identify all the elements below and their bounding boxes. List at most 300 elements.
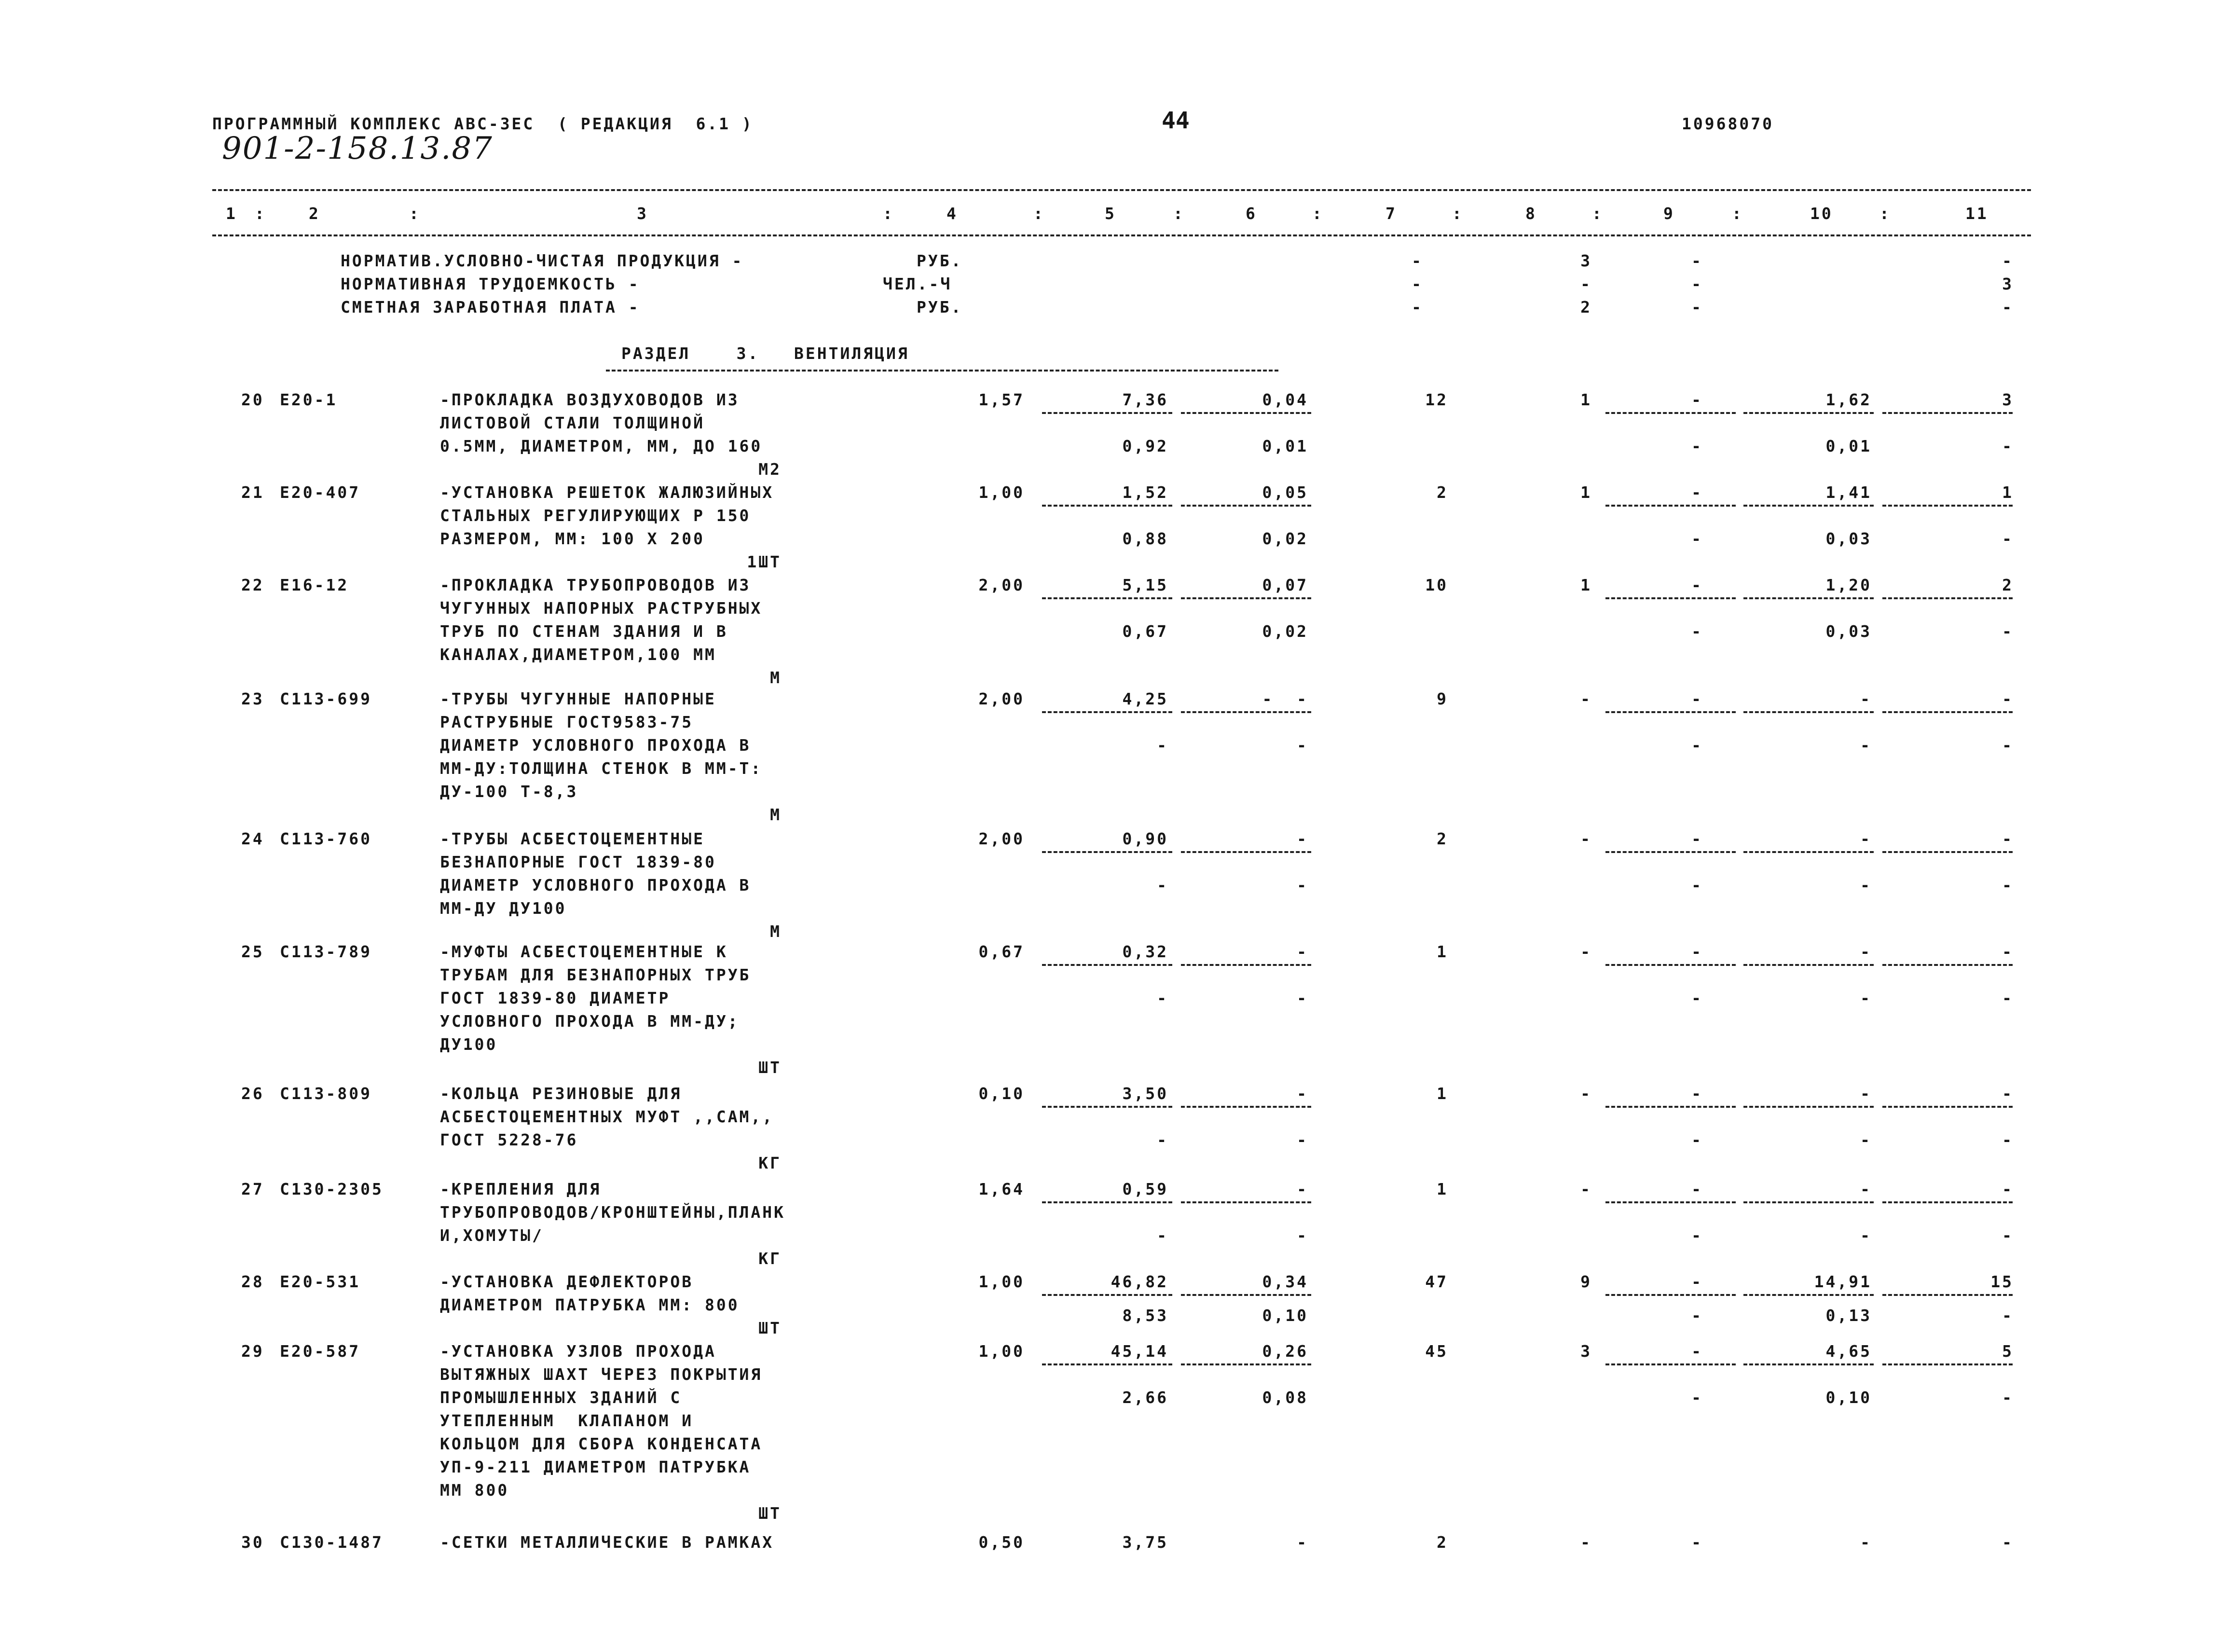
column-separator: : (1033, 204, 1045, 223)
col6-value: 0,26 (1262, 1342, 1308, 1361)
col8-value: - (1580, 1533, 1592, 1552)
col10-second-line: 0,03 (1825, 529, 1872, 548)
col11-divider (1882, 1363, 2013, 1365)
col8-value: 9 (1580, 1272, 1592, 1291)
col5-unit-cost: 3,75 (1122, 1533, 1168, 1552)
col9-second-line: - (1691, 529, 1703, 548)
col4-quantity: 2,00 (978, 576, 1025, 594)
col5-divider (1042, 1106, 1172, 1108)
summary-col8: 3 (1580, 251, 1592, 270)
col5-unit-cost: 45,14 (1111, 1342, 1168, 1361)
col6-divider (1181, 505, 1311, 507)
col5-unit-cost: 46,82 (1111, 1272, 1168, 1291)
col10-divider (1743, 1201, 1874, 1203)
row-code: С113-760 (280, 829, 372, 848)
col5-second-line: 8,53 (1122, 1306, 1168, 1325)
row-description-line: РАЗМЕРОМ, ММ: 100 Х 200 (440, 529, 705, 548)
col5-unit-cost: 4,25 (1122, 689, 1168, 708)
col11-value: 15 (1990, 1272, 2014, 1291)
col8-value: - (1580, 829, 1592, 848)
col4-quantity: 1,64 (978, 1180, 1025, 1198)
column-header-6: 6 (1246, 204, 1257, 223)
col6-second-line: 0,02 (1262, 622, 1308, 641)
col5-divider (1042, 1201, 1172, 1203)
col9-value: - (1691, 1533, 1703, 1552)
col10-value: - (1860, 829, 1872, 848)
row-description-line: ЧУГУННЫХ НАПОРНЫХ РАСТРУБНЫХ (440, 599, 763, 618)
row-description-line: ВЫТЯЖНЫХ ШАХТ ЧЕРЕЗ ПОКРЫТИЯ (440, 1365, 763, 1384)
row-code: Е20-407 (280, 483, 361, 502)
col11-second-line: - (2002, 622, 2014, 641)
row-description-line: -ТРУБЫ АСБЕСТОЦЕМЕНТНЫЕ (440, 829, 705, 848)
col5-second-line: - (1157, 1226, 1168, 1245)
row-unit: М (770, 668, 782, 687)
col11-divider (1882, 964, 2013, 966)
summary-col8: 2 (1580, 298, 1592, 317)
col11-value: 5 (2002, 1342, 2014, 1361)
col6-divider (1181, 1106, 1311, 1108)
summary-label: НОРМАТИВНАЯ ТРУДОЕМКОСТЬ - (341, 275, 640, 293)
col11-divider (1882, 1294, 2013, 1296)
column-separator: : (1592, 204, 1604, 223)
col6-second-line: 0,08 (1262, 1388, 1308, 1407)
handwritten-project-number: 901-2-158.13.87 (222, 131, 493, 166)
row-code: Е20-531 (280, 1272, 361, 1291)
col9-second-line: - (1691, 736, 1703, 755)
col5-unit-cost: 5,15 (1122, 576, 1168, 594)
col9-divider (1605, 964, 1736, 966)
col10-value: 14,91 (1814, 1272, 1872, 1291)
row-unit: КГ (758, 1249, 782, 1268)
row-description-line: -КОЛЬЦА РЕЗИНОВЫЕ ДЛЯ (440, 1084, 682, 1103)
summary-col9: - (1691, 298, 1703, 317)
col10-second-line: - (1860, 736, 1872, 755)
col11-divider (1882, 1201, 2013, 1203)
col7-total: 45 (1425, 1342, 1448, 1361)
col11-second-line: - (2002, 876, 2014, 895)
col5-unit-cost: 0,90 (1122, 829, 1168, 848)
col10-divider (1743, 597, 1874, 599)
col11-second-line: - (2002, 1226, 2014, 1245)
col9-value: - (1691, 1342, 1703, 1361)
row-unit: ШТ (758, 1058, 782, 1077)
col6-value: - (1297, 1180, 1308, 1198)
summary-col9: - (1691, 251, 1703, 270)
col5-unit-cost: 1,52 (1122, 483, 1168, 502)
col4-quantity: 1,57 (978, 390, 1025, 409)
row-number: 30 (241, 1533, 264, 1552)
col10-divider (1743, 412, 1874, 414)
col6-divider (1181, 851, 1311, 853)
col6-second-line: - (1297, 876, 1308, 895)
header-rule-top (212, 189, 2031, 191)
col9-divider (1605, 1363, 1736, 1365)
column-header-3: 3 (637, 204, 648, 223)
column-header-11: 11 (1965, 204, 1989, 223)
col6-second-line: - (1297, 989, 1308, 1007)
col10-value: 1,41 (1825, 483, 1872, 502)
row-number: 24 (241, 829, 264, 848)
col8-value: 1 (1580, 483, 1592, 502)
row-description-line: И,ХОМУТЫ/ (440, 1226, 544, 1245)
col6-divider (1181, 1201, 1311, 1203)
col8-value: 1 (1580, 390, 1592, 409)
row-description-line: УТЕПЛЕННЫМ КЛАПАНОМ И (440, 1411, 694, 1430)
col5-unit-cost: 0,59 (1122, 1180, 1168, 1198)
row-description-line: -УСТАНОВКА ДЕФЛЕКТОРОВ (440, 1272, 694, 1291)
col11-divider (1882, 412, 2013, 414)
col8-value: - (1580, 689, 1592, 708)
summary-col11: 3 (2002, 275, 2014, 293)
col8-value: - (1580, 1084, 1592, 1103)
summary-col7: - (1412, 251, 1423, 270)
summary-unit: РУБ. (917, 298, 963, 317)
col9-value: - (1691, 390, 1703, 409)
row-description-line: ДУ-100 Т-8,3 (440, 782, 578, 801)
col10-value: - (1860, 1180, 1872, 1198)
column-header-1: 1 (226, 204, 237, 223)
col4-quantity: 0,10 (978, 1084, 1025, 1103)
col10-value: - (1860, 1084, 1872, 1103)
row-description-line: СТАЛЬНЫХ РЕГУЛИРУЮЩИХ Р 150 (440, 506, 751, 525)
row-description-line: -КРЕПЛЕНИЯ ДЛЯ (440, 1180, 602, 1198)
column-header-10: 10 (1810, 204, 1833, 223)
col4-quantity: 0,50 (978, 1533, 1025, 1552)
col8-value: 1 (1580, 576, 1592, 594)
col6-divider (1181, 412, 1311, 414)
col8-value: 3 (1580, 1342, 1592, 1361)
col10-second-line: - (1860, 1130, 1872, 1149)
column-header-8: 8 (1525, 204, 1537, 223)
col10-value: - (1860, 1533, 1872, 1552)
row-description-line: РАСТРУБНЫЕ ГОСТ9583-75 (440, 713, 694, 731)
col11-value: - (2002, 1533, 2014, 1552)
row-description-line: ММ-ДУ:ТОЛЩИНА СТЕНОК В ММ-Т: (440, 759, 763, 778)
col5-unit-cost: 3,50 (1122, 1084, 1168, 1103)
col11-divider (1882, 1106, 2013, 1108)
program-title: ПРОГРАММНЫЙ КОМПЛЕКС АВС-ЗЕС ( РЕДАКЦИЯ 6.1 ) (212, 114, 754, 133)
row-number: 25 (241, 942, 264, 961)
col7-total: 47 (1425, 1272, 1448, 1291)
col11-divider (1882, 505, 2013, 507)
col4-quantity: 1,00 (978, 1272, 1025, 1291)
col9-second-line: - (1691, 1388, 1703, 1407)
row-unit: ШТ (758, 1319, 782, 1337)
column-header-5: 5 (1105, 204, 1116, 223)
col7-total: 1 (1437, 1084, 1448, 1103)
row-code: С113-699 (280, 689, 372, 708)
row-description-line: -МУФТЫ АСБЕСТОЦЕМЕНТНЫЕ К (440, 942, 728, 961)
col11-value: - (2002, 1180, 2014, 1198)
row-description-line: УП-9-211 ДИАМЕТРОМ ПАТРУБКА (440, 1458, 751, 1476)
col5-second-line: - (1157, 876, 1168, 895)
section-title: РАЗДЕЛ 3. ВЕНТИЛЯЦИЯ (621, 344, 909, 363)
col6-second-line: 0,10 (1262, 1306, 1308, 1325)
row-description-line: 0.5ММ, ДИАМЕТРОМ, ММ, ДО 160 (440, 437, 763, 455)
col9-divider (1605, 505, 1736, 507)
row-number: 22 (241, 576, 264, 594)
col6-divider (1181, 711, 1311, 713)
row-description-line: -ТРУБЫ ЧУГУННЫЕ НАПОРНЫЕ (440, 689, 716, 708)
summary-label: СМЕТНАЯ ЗАРАБОТНАЯ ПЛАТА - (341, 298, 640, 317)
col6-value: 0,05 (1262, 483, 1308, 502)
col5-second-line: 0,92 (1122, 437, 1168, 455)
col5-divider (1042, 964, 1172, 966)
col5-second-line: - (1157, 1130, 1168, 1149)
summary-unit: ЧЕЛ.-Ч (883, 275, 952, 293)
summary-unit: РУБ. (917, 251, 963, 270)
col7-total: 10 (1425, 576, 1448, 594)
col5-divider (1042, 851, 1172, 853)
col7-total: 2 (1437, 483, 1448, 502)
col6-value: - (1297, 942, 1308, 961)
column-header-9: 9 (1663, 204, 1675, 223)
col10-value: - (1860, 942, 1872, 961)
row-description-line: -СЕТКИ МЕТАЛЛИЧЕСКИЕ В РАМКАХ (440, 1533, 774, 1552)
col6-second-line: - (1297, 1226, 1308, 1245)
col5-divider (1042, 505, 1172, 507)
col9-value: - (1691, 829, 1703, 848)
row-description-line: БЕЗНАПОРНЫЕ ГОСТ 1839-80 (440, 853, 716, 871)
col5-second-line: - (1157, 989, 1168, 1007)
col10-divider (1743, 964, 1874, 966)
col6-divider (1181, 1363, 1311, 1365)
summary-col7: - (1412, 275, 1423, 293)
column-separator: : (1732, 204, 1743, 223)
col7-total: 1 (1437, 1180, 1448, 1198)
col10-second-line: 0,03 (1825, 622, 1872, 641)
col9-divider (1605, 1294, 1736, 1296)
col10-second-line: - (1860, 876, 1872, 895)
col8-value: - (1580, 1180, 1592, 1198)
column-header-7: 7 (1385, 204, 1397, 223)
col9-value: - (1691, 1084, 1703, 1103)
col10-value: - (1860, 689, 1872, 708)
col10-divider (1743, 505, 1874, 507)
col10-divider (1743, 711, 1874, 713)
col9-value: - (1691, 483, 1703, 502)
row-description-line: ДИАМЕТРОМ ПАТРУБКА ММ: 800 (440, 1295, 740, 1314)
row-description-line: КОЛЬЦОМ ДЛЯ СБОРА КОНДЕНСАТА (440, 1434, 763, 1453)
col11-second-line: - (2002, 736, 2014, 755)
row-unit: 1ШТ (747, 552, 782, 571)
col10-value: 1,62 (1825, 390, 1872, 409)
col11-value: 1 (2002, 483, 2014, 502)
col10-second-line: 0,13 (1825, 1306, 1872, 1325)
column-header-4: 4 (946, 204, 958, 223)
summary-col11: - (2002, 298, 2014, 317)
row-description-line: ТРУБОПРОВОДОВ/КРОНШТЕЙНЫ,ПЛАНК (440, 1203, 786, 1222)
row-code: Е20-1 (280, 390, 338, 409)
col11-second-line: - (2002, 989, 2014, 1007)
row-description-line: ДУ100 (440, 1035, 498, 1054)
col6-second-line: 0,01 (1262, 437, 1308, 455)
col9-second-line: - (1691, 1226, 1703, 1245)
document-code: 10968070 (1682, 114, 1774, 133)
col5-unit-cost: 0,32 (1122, 942, 1168, 961)
col11-divider (1882, 851, 2013, 853)
col9-value: - (1691, 942, 1703, 961)
col11-second-line: - (2002, 1388, 2014, 1407)
row-description-line: -ПРОКЛАДКА ТРУБОПРОВОДОВ ИЗ (440, 576, 751, 594)
col5-divider (1042, 597, 1172, 599)
col11-second-line: - (2002, 437, 2014, 455)
col6-value: - - (1262, 689, 1308, 708)
col7-total: 2 (1437, 1533, 1448, 1552)
row-unit: КГ (758, 1154, 782, 1172)
col6-second-line: 0,02 (1262, 529, 1308, 548)
col10-divider (1743, 1294, 1874, 1296)
row-description-line: -УСТАНОВКА УЗЛОВ ПРОХОДА (440, 1342, 716, 1361)
col4-quantity: 1,00 (978, 483, 1025, 502)
column-separator: : (1879, 204, 1891, 223)
row-code: Е16-12 (280, 576, 349, 594)
col10-value: 1,20 (1825, 576, 1872, 594)
col8-value: - (1580, 942, 1592, 961)
summary-col8: - (1580, 275, 1592, 293)
col9-second-line: - (1691, 622, 1703, 641)
summary-col9: - (1691, 275, 1703, 293)
row-description-line: ПРОМЫШЛЕННЫХ ЗДАНИЙ С (440, 1388, 682, 1407)
row-number: 21 (241, 483, 264, 502)
header-rule-bottom (212, 234, 2031, 236)
col7-total: 1 (1437, 942, 1448, 961)
col9-second-line: - (1691, 876, 1703, 895)
column-separator: : (883, 204, 894, 223)
col6-value: 0,04 (1262, 390, 1308, 409)
col6-second-line: - (1297, 736, 1308, 755)
summary-col11: - (2002, 251, 2014, 270)
col5-second-line: 0,88 (1122, 529, 1168, 548)
row-number: 29 (241, 1342, 264, 1361)
col11-second-line: - (2002, 529, 2014, 548)
col6-value: - (1297, 1084, 1308, 1103)
page-number: 44 (1162, 107, 1190, 134)
row-code: С113-809 (280, 1084, 372, 1103)
col4-quantity: 2,00 (978, 829, 1025, 848)
row-description-line: ТРУБ ПО СТЕНАМ ЗДАНИЯ И В (440, 622, 728, 641)
col10-divider (1743, 851, 1874, 853)
row-code: Е20-587 (280, 1342, 361, 1361)
col6-divider (1181, 1294, 1311, 1296)
col11-divider (1882, 711, 2013, 713)
col11-second-line: - (2002, 1306, 2014, 1325)
col9-value: - (1691, 1272, 1703, 1291)
col9-second-line: - (1691, 437, 1703, 455)
col9-second-line: - (1691, 1306, 1703, 1325)
col11-value: 2 (2002, 576, 2014, 594)
row-description-line: ДИАМЕТР УСЛОВНОГО ПРОХОДА В (440, 736, 751, 755)
col11-value: - (2002, 689, 2014, 708)
row-unit: ШТ (758, 1504, 782, 1523)
row-unit: М2 (758, 460, 782, 479)
col9-divider (1605, 1201, 1736, 1203)
col9-divider (1605, 412, 1736, 414)
col10-second-line: 0,10 (1825, 1388, 1872, 1407)
col7-total: 9 (1437, 689, 1448, 708)
col9-divider (1605, 1106, 1736, 1108)
row-number: 28 (241, 1272, 264, 1291)
section-title-underline (606, 370, 1278, 372)
col10-value: 4,65 (1825, 1342, 1872, 1361)
col11-divider (1882, 597, 2013, 599)
row-code: С130-1487 (280, 1533, 384, 1552)
col11-value: - (2002, 829, 2014, 848)
column-separator: : (1173, 204, 1185, 223)
col7-total: 2 (1437, 829, 1448, 848)
col4-quantity: 1,00 (978, 1342, 1025, 1361)
row-code: С130-2305 (280, 1180, 384, 1198)
summary-label: НОРМАТИВ.УСЛОВНО-ЧИСТАЯ ПРОДУКЦИЯ - (341, 251, 744, 270)
col6-value: - (1297, 1533, 1308, 1552)
row-description-line: УСЛОВНОГО ПРОХОДА В ММ-ДУ; (440, 1012, 740, 1031)
row-number: 27 (241, 1180, 264, 1198)
column-separator: : (409, 204, 421, 223)
col9-value: - (1691, 576, 1703, 594)
row-description-line: ТРУБАМ ДЛЯ БЕЗНАПОРНЫХ ТРУБ (440, 965, 751, 984)
col10-second-line: 0,01 (1825, 437, 1872, 455)
row-description-line: -ПРОКЛАДКА ВОЗДУХОВОДОВ ИЗ (440, 390, 740, 409)
col6-value: 0,07 (1262, 576, 1308, 594)
row-description-line: АСБЕСТОЦЕМЕНТНЫХ МУФТ ,,САМ,, (440, 1107, 774, 1126)
row-description-line: ГОСТ 5228-76 (440, 1130, 578, 1149)
col11-second-line: - (2002, 1130, 2014, 1149)
col5-second-line: 2,66 (1122, 1388, 1168, 1407)
row-description-line: ММ 800 (440, 1481, 509, 1500)
col5-divider (1042, 1363, 1172, 1365)
col9-value: - (1691, 1180, 1703, 1198)
row-unit: М (770, 922, 782, 941)
col6-value: 0,34 (1262, 1272, 1308, 1291)
row-code: С113-789 (280, 942, 372, 961)
column-separator: : (1452, 204, 1464, 223)
col5-divider (1042, 1294, 1172, 1296)
summary-col7: - (1412, 298, 1423, 317)
row-description-line: ММ-ДУ ДУ100 (440, 899, 567, 918)
col10-divider (1743, 1363, 1874, 1365)
col9-second-line: - (1691, 1130, 1703, 1149)
col4-quantity: 2,00 (978, 689, 1025, 708)
col6-second-line: - (1297, 1130, 1308, 1149)
col11-value: - (2002, 942, 2014, 961)
col6-divider (1181, 964, 1311, 966)
col11-value: 3 (2002, 390, 2014, 409)
col6-value: - (1297, 829, 1308, 848)
row-number: 26 (241, 1084, 264, 1103)
col10-divider (1743, 1106, 1874, 1108)
col5-divider (1042, 412, 1172, 414)
col5-unit-cost: 7,36 (1122, 390, 1168, 409)
column-header-2: 2 (309, 204, 320, 223)
col6-divider (1181, 597, 1311, 599)
row-description-line: КАНАЛАХ,ДИАМЕТРОМ,100 ММ (440, 645, 716, 664)
col10-second-line: - (1860, 1226, 1872, 1245)
col5-second-line: 0,67 (1122, 622, 1168, 641)
col9-second-line: - (1691, 989, 1703, 1007)
col9-divider (1605, 851, 1736, 853)
row-description-line: -УСТАНОВКА РЕШЕТОК ЖАЛЮЗИЙНЫХ (440, 483, 774, 502)
row-number: 23 (241, 689, 264, 708)
column-separator: : (1312, 204, 1324, 223)
col9-divider (1605, 597, 1736, 599)
col9-divider (1605, 711, 1736, 713)
row-description-line: ГОСТ 1839-80 ДИАМЕТР (440, 989, 671, 1007)
col5-second-line: - (1157, 736, 1168, 755)
row-description-line: ЛИСТОВОЙ СТАЛИ ТОЛЩИНОЙ (440, 413, 705, 432)
col11-value: - (2002, 1084, 2014, 1103)
col7-total: 12 (1425, 390, 1448, 409)
col4-quantity: 0,67 (978, 942, 1025, 961)
